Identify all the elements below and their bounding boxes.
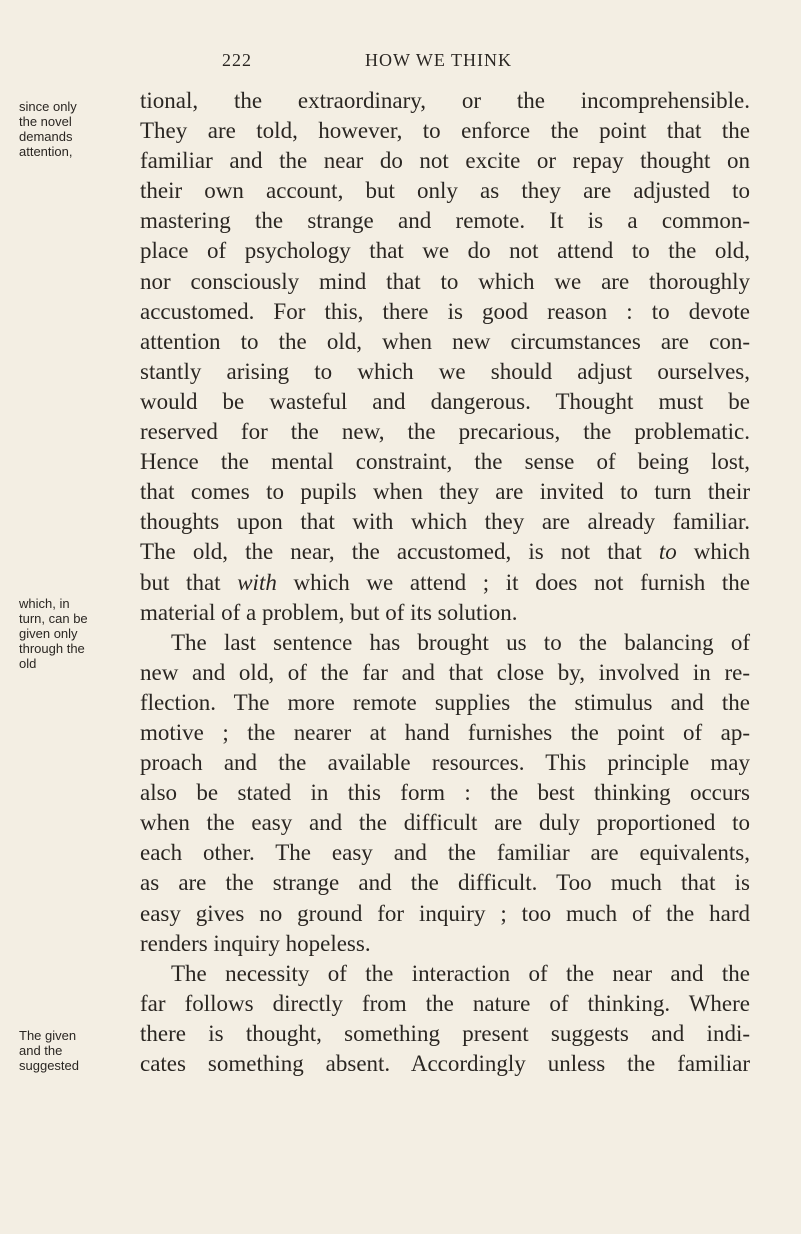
text-line: [140, 568, 750, 598]
text-line: tional, the extraordinary, or the incomprehensible.: [140, 88, 750, 113]
text-line: They are told, however, to enforce the point that the: [140, 118, 750, 144]
margin-note-line: demands: [19, 129, 73, 144]
italic-word: with: [237, 569, 277, 595]
text-line: flection. The more remote supplies the stimulus and the: [140, 689, 750, 715]
text-line: accustomed. For this, there is good reason : to devote: [140, 298, 750, 324]
text-line: material of a problem, but of its solution.: [140, 599, 518, 625]
text-line: would be wasteful and dangerous. Thought must be: [140, 388, 750, 414]
text-line: proach and the available resources. This principle may: [140, 750, 750, 776]
margin-note-line: and the: [19, 1043, 63, 1058]
italic-word: to: [658, 539, 677, 565]
margin-note-given-suggested: [19, 1028, 129, 1073]
margin-note-line: attention,: [19, 144, 73, 159]
margin-note-through-old: [19, 596, 129, 671]
text-line: attention to the old, when new circumstances are con-: [140, 328, 750, 354]
page-number: 222: [222, 50, 252, 70]
text-line: there is thought, something present suggests and indi-: [140, 1020, 750, 1046]
text-line: when the easy and the difficult are duly proportioned to: [140, 810, 750, 836]
margin-note-line: the novel: [19, 114, 72, 129]
text-line: motive ; the nearer at hand furnishes the point of ap-: [140, 719, 750, 745]
text-line: nor consciously mind that to which we are thoroughly: [140, 268, 750, 294]
text-line: new and old, of the far and that close by, involved in re-: [140, 659, 750, 685]
text-line: cates something absent. Accordingly unless the familiar: [140, 1051, 750, 1076]
margin-note-line: since only: [19, 99, 77, 114]
text-line: also be stated in this form : the best thinking occurs: [140, 780, 750, 806]
text-line: [140, 537, 750, 567]
text-line: familiar and the near do not excite or repay thought on: [140, 148, 750, 174]
text-line: place of psychology that we do not attend to the old,: [140, 238, 750, 264]
text-line: renders inquiry hopeless.: [140, 930, 371, 956]
body-text: [140, 86, 750, 1079]
margin-note-line: old: [19, 656, 37, 671]
text-fragment: which: [693, 539, 751, 565]
margin-note-line: The given: [19, 1028, 77, 1043]
margin-note-line: through the: [19, 641, 85, 656]
text-line: thoughts upon that with which they are already familiar.: [140, 509, 750, 535]
margin-note-line: which, in: [19, 596, 70, 611]
text-line: stantly arising to which we should adjust ourselves,: [140, 358, 750, 384]
text-line: [140, 959, 750, 989]
text-fragment: The necessity of the interaction of the near and the: [171, 960, 750, 986]
margin-note-line: turn, can be: [19, 611, 88, 626]
text-line: far follows directly from the nature of thinking. Where: [140, 990, 750, 1016]
text-fragment: The last sentence has brought us to the balancing of: [171, 629, 750, 655]
text-line: easy gives no ground for inquiry ; too much of the hard: [140, 900, 750, 926]
text-line: Hence the mental constraint, the sense of being lost,: [140, 449, 750, 475]
text-fragment: but that: [140, 569, 221, 595]
page-header: [190, 50, 750, 74]
margin-note-line: given only: [19, 626, 78, 641]
text-line: reserved for the new, the precarious, the problematic.: [140, 419, 750, 445]
text-line: mastering the strange and remote. It is a common-: [140, 208, 750, 234]
text-line: that comes to pupils when they are invited to turn their: [140, 479, 750, 505]
margin-note-novel-attention: [19, 99, 129, 159]
running-title: HOW WE THINK: [365, 50, 512, 70]
text-line: each other. The easy and the familiar are equivalents,: [140, 840, 750, 866]
margin-note-line: suggested: [19, 1058, 79, 1073]
text-line: as are the strange and the difficult. Too much that is: [140, 870, 750, 896]
text-line: [140, 628, 750, 658]
text-fragment: The old, the near, the accustomed, is not that: [140, 539, 642, 565]
text-fragment: which we attend ; it does not furnish the: [293, 569, 751, 595]
text-line: their own account, but only as they are adjusted to: [140, 178, 750, 204]
